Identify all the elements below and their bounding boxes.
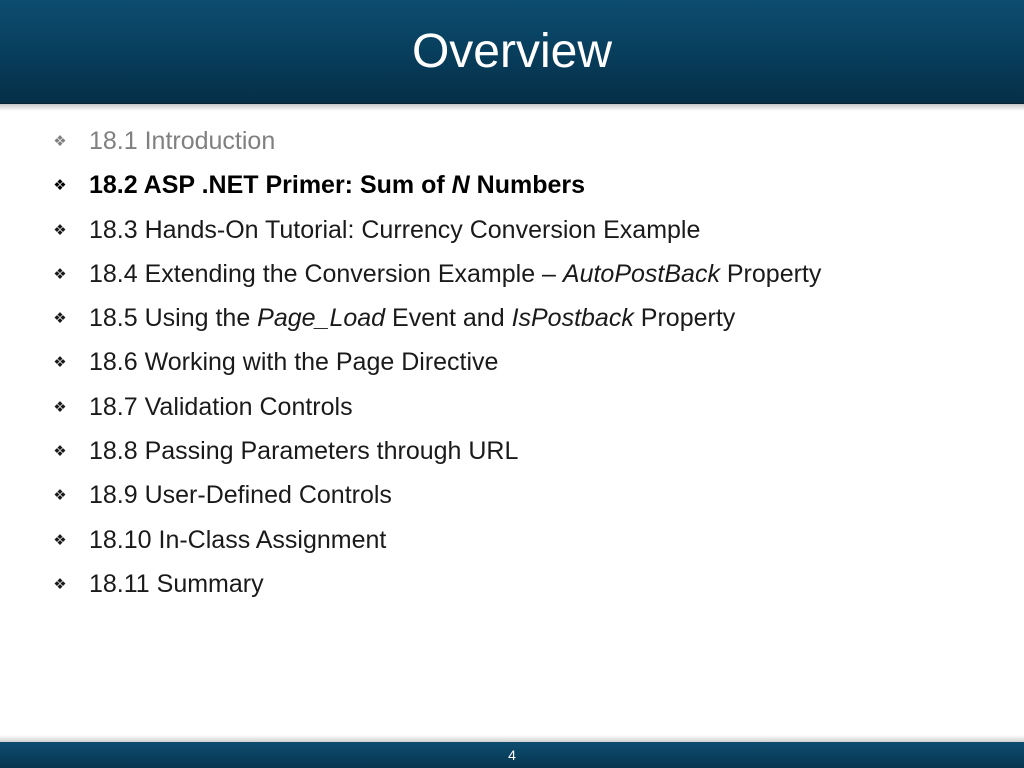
title-bar-shadow: [0, 103, 1024, 111]
diamond-bullet-icon: ❖: [53, 530, 67, 549]
outline-item: [0, 385, 1024, 429]
title-bar: [0, 0, 1024, 104]
text-segment: 18.9 User-Defined Controls: [89, 481, 392, 510]
outline-item-text: [89, 562, 264, 606]
diamond-bullet-icon: ❖: [53, 132, 67, 150]
text-segment: Property: [633, 304, 736, 333]
text-segment: 18.2 ASP .NET Primer: Sum of: [89, 171, 452, 200]
outline-item-text: [89, 385, 353, 429]
text-segment: 18.4 Extending the Conversion Example –: [89, 259, 563, 288]
italic-term: IsPostback: [511, 304, 634, 333]
outline-item: [0, 429, 1024, 473]
italic-term: N: [451, 171, 470, 200]
diamond-bullet-icon: ❖: [53, 176, 67, 195]
outline-item: [0, 208, 1024, 252]
outline-list: [0, 119, 1024, 606]
outline-item: [0, 473, 1024, 517]
outline-item: [0, 119, 1024, 163]
footer-shadow: [0, 735, 1024, 742]
text-segment: 18.6 Working with the Page Directive: [89, 348, 499, 377]
text-segment: 18.7 Validation Controls: [89, 392, 353, 421]
text-segment: 18.1 Introduction: [89, 127, 276, 155]
diamond-bullet-icon: ❖: [53, 309, 67, 328]
outline-item-text: [89, 208, 700, 252]
outline-item: [0, 163, 1024, 207]
outline-item-text: [89, 252, 821, 296]
text-segment: 18.3 Hands-On Tutorial: Currency Conversion Example: [89, 215, 701, 244]
text-segment: 18.11 Summary: [89, 569, 264, 598]
footer-bar: [0, 742, 1024, 768]
outline-item: [0, 340, 1024, 384]
outline-item: [0, 562, 1024, 606]
text-segment: 18.5 Using the: [89, 304, 258, 333]
diamond-bullet-icon: ❖: [53, 397, 67, 416]
diamond-bullet-icon: ❖: [53, 264, 67, 283]
diamond-bullet-icon: ❖: [53, 486, 67, 505]
diamond-bullet-icon: ❖: [53, 574, 67, 593]
outline-item-text: [89, 473, 392, 517]
italic-term: Page_Load: [257, 304, 386, 333]
page-number: 4: [508, 747, 516, 763]
outline-item: [0, 252, 1024, 296]
outline-item-text: [89, 163, 585, 207]
text-segment: Event and: [385, 304, 512, 333]
outline-item-text: [89, 119, 275, 163]
diamond-bullet-icon: ❖: [53, 442, 67, 461]
text-segment: 18.8 Passing Parameters through URL: [89, 437, 519, 466]
slide-title: Overview: [411, 25, 613, 78]
diamond-bullet-icon: ❖: [53, 353, 67, 372]
outline-item-text: [89, 518, 386, 562]
outline-item-text: [89, 296, 735, 340]
text-segment: Property: [719, 259, 822, 288]
italic-term: AutoPostBack: [562, 259, 720, 288]
outline-item: [0, 518, 1024, 562]
outline-item-text: [89, 340, 498, 384]
outline-item-text: [89, 429, 518, 473]
outline-item: [0, 296, 1024, 340]
text-segment: Numbers: [469, 171, 585, 200]
text-segment: 18.10 In-Class Assignment: [89, 525, 387, 554]
diamond-bullet-icon: ❖: [53, 220, 67, 239]
